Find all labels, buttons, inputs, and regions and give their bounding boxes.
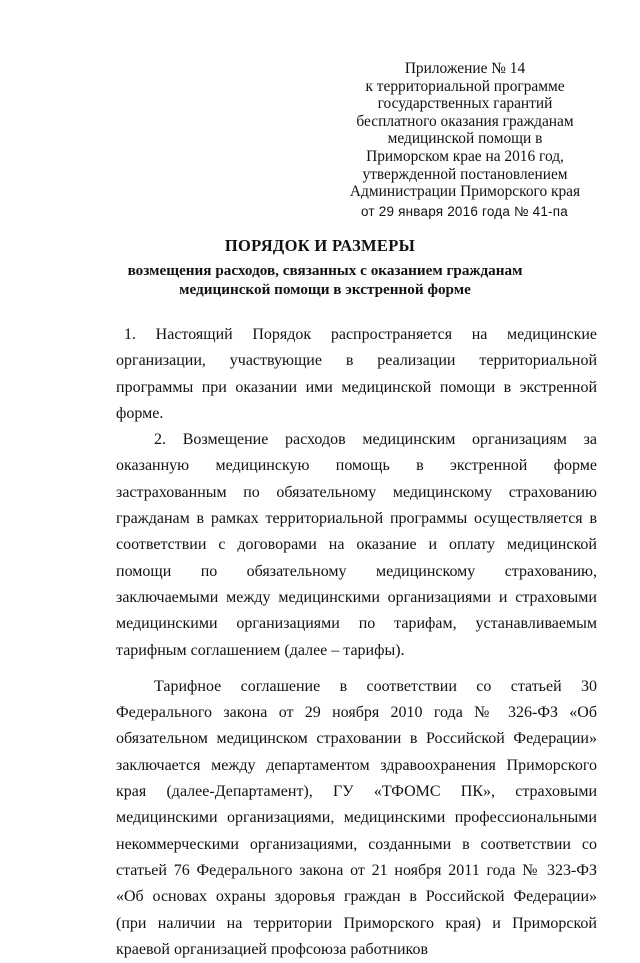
appendix-line: Приложение № 14 — [404, 60, 526, 77]
document-body — [116, 322, 597, 963]
appendix-line: бесплатного оказания гражданам — [356, 112, 574, 130]
decree-date-number: от 29 января 2016 года № 41-па — [361, 203, 568, 219]
appendix-line: государственных гарантий — [377, 95, 553, 113]
appendix-line: Приморском крае на 2016 год, — [366, 147, 564, 165]
appendix-line: Администрации Приморского края — [349, 183, 581, 201]
paragraph-3: Тарифное соглашение в соответствии со статьей 30 Федерального закона от 29 ноября 2010 года № 326-ФЗ «Об обязательном медицинском страховании в Российской Федерации» заключается между департаментом здравоохранения Приморского края (далее-Департамент), ГУ «ТФОМС ПК», страховыми медицинскими организациями, медицинскими профессиональными некоммерческими организациями, созданными в соответствии со статьей 76 Федерального закона от 21 ноября 2011 года № 323-ФЗ «Об основах охраны здоровья граждан в Российской Федерации» (при наличии на территории Приморского края) и Приморской краевой организацией профсоюза работников — [116, 677, 597, 958]
document-title: ПОРЯДОК И РАЗМЕРЫ — [224, 236, 416, 255]
appendix-line: медицинской помощи в — [387, 130, 543, 148]
appendix-line: утвержденной постановлением — [362, 165, 568, 183]
appendix-line: к территориальной программе — [365, 77, 565, 95]
appendix-block — [345, 60, 585, 220]
document-subtitle: возмещения расходов, связанных с оказанием гражданам медицинской помощи в экстренной форме — [127, 262, 523, 298]
paragraph-1: 1. Настоящий Порядок распространяется на медицинские организации, участвующие в реализации территориальной программы при оказании ими медицинской помощи в экстренной форме. — [116, 326, 597, 422]
paragraph-2: 2. Возмещение расходов медицинским организациям за оказанную медицинскую помощь в экстренной форме застрахованным по обязательному медицинскому страхованию гражданам в рамках территориальной программы осуществляется в соответствии с договорами на оказание и оплату медицинской помощи по обязательному медицинскому страхованию, заключаемыми между медицинскими организациями и страховыми медицинскими организациями по тарифам, устанавливаемым тарифным соглашением (далее – тарифы). — [116, 431, 597, 659]
